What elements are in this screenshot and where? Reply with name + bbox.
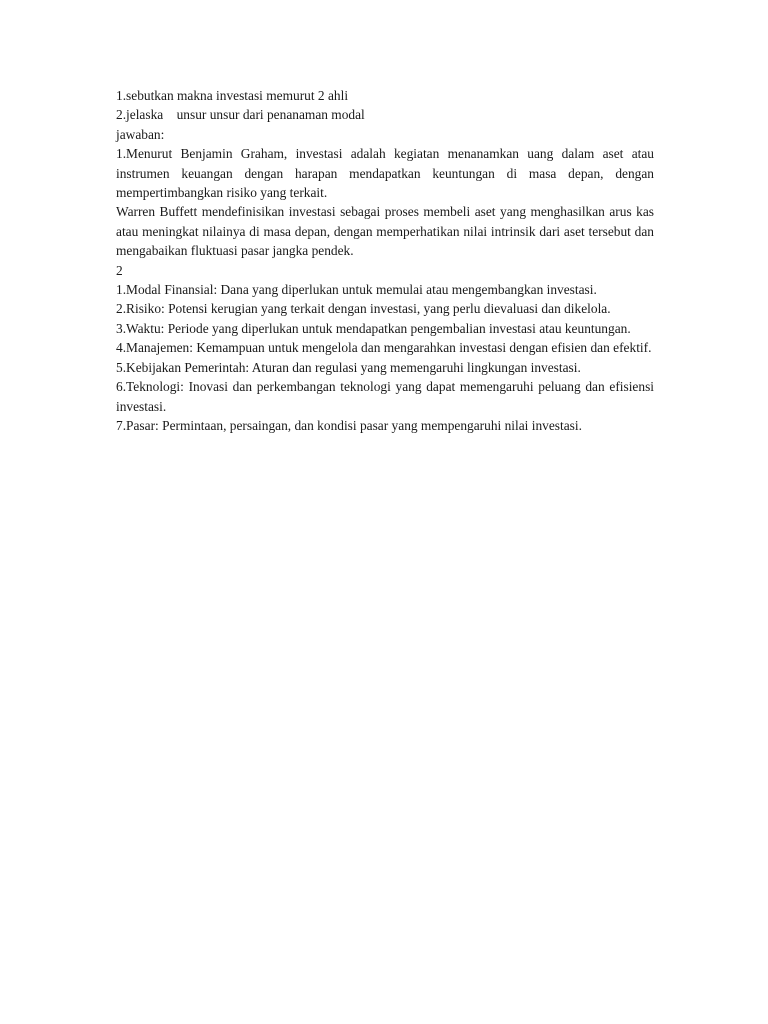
element-item-4: 4.Manajemen: Kemampuan untuk mengelola dan mengarahkan investasi dengan efisien dan efektif. xyxy=(116,340,652,356)
answer-1-buffett: Warren Buffett mendefinisikan investasi sebagai proses membeli aset yang menghasilkan arus kas atau meningkat nilainya di masa depan, dengan memperhatikan nilai intrinsik dari aset tersebut dan mengabaikan fluktuasi pasar jangka pendek. xyxy=(116,204,654,259)
question-1: 1.sebutkan makna investasi memurut 2 ahli xyxy=(116,88,349,103)
question-2: 2.jelaska unsur unsur dari penanaman modal xyxy=(116,107,365,123)
answer-label: jawaban: xyxy=(116,126,165,142)
element-item-5: 5.Kebijakan Pemerintah: Aturan dan regulasi yang memengaruhi lingkungan investasi. xyxy=(116,359,581,375)
answer-2-label: 2 xyxy=(116,262,123,278)
element-item-3: 3.Waktu: Periode yang diperlukan untuk mendapatkan pengembalian investasi atau keuntungan. xyxy=(116,320,631,336)
element-item-2: 2.Risiko: Potensi kerugian yang terkait dengan investasi, yang perlu dievaluasi dan dikelola. xyxy=(116,301,611,317)
element-item-1: 1.Modal Finansial: Dana yang diperlukan untuk memulai atau mengembangkan investasi. xyxy=(116,282,597,298)
document-page xyxy=(116,86,654,435)
element-item-6: 6.Teknologi: Inovasi dan perkembangan teknologi yang dapat memengaruhi peluang dan efisiensi investasi. xyxy=(116,379,654,414)
element-item-7: 7.Pasar: Permintaan, persaingan, dan kondisi pasar yang mempengaruhi nilai investasi. xyxy=(116,417,582,433)
answer-1-graham: 1.Menurut Benjamin Graham, investasi adalah kegiatan menanamkan uang dalam aset atau instrumen keuangan dengan harapan mendapatkan keuntungan di masa depan, dengan mempertimbangkan risiko yang terkait. xyxy=(116,146,654,201)
